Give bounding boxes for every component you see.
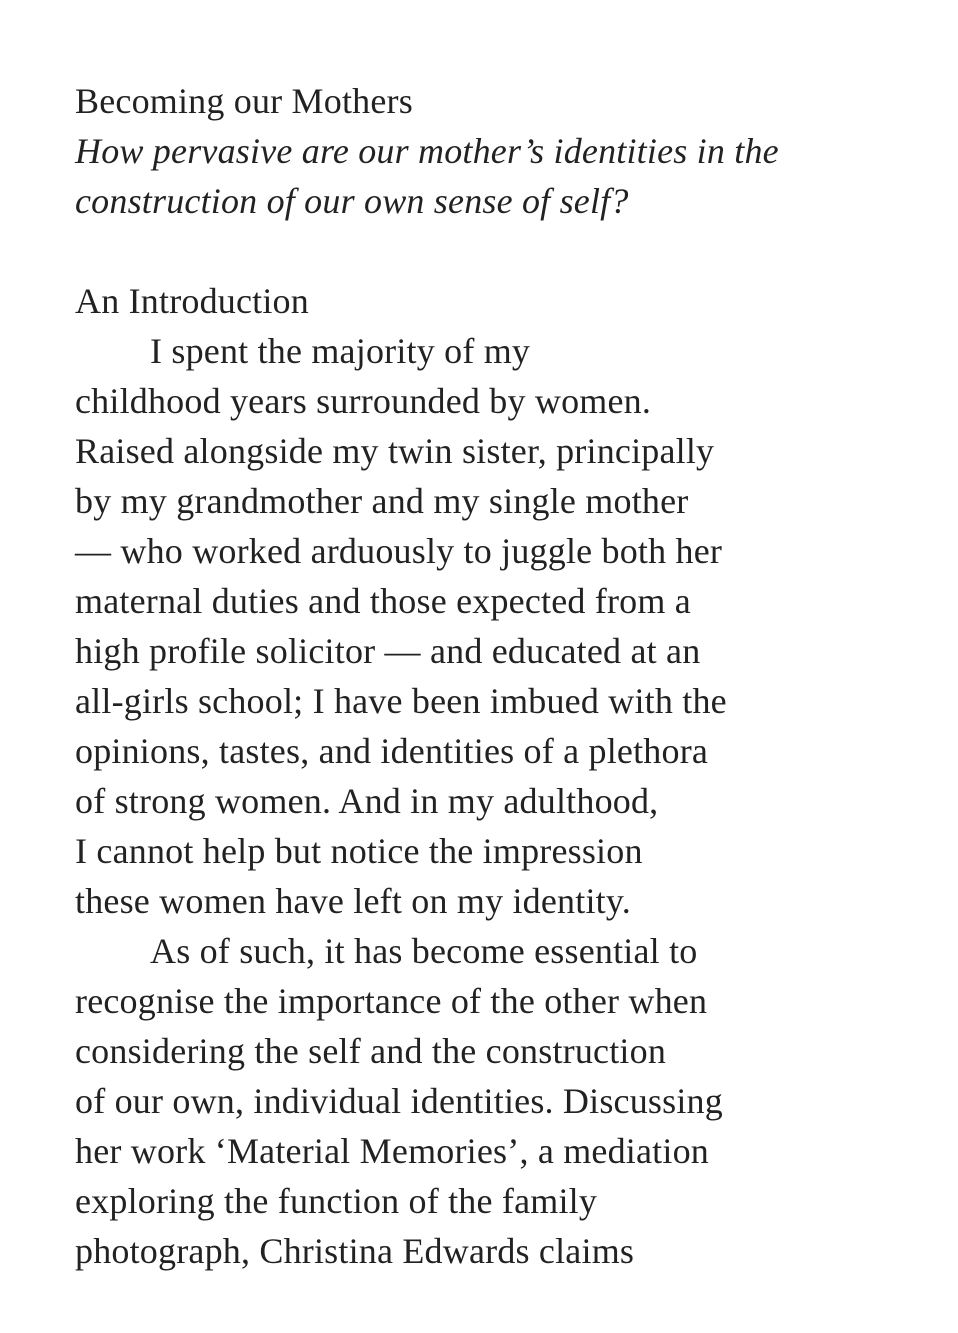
paragraph-line: childhood years surrounded by women. (75, 381, 652, 421)
document-page (75, 76, 895, 1276)
paragraph-1 (75, 326, 895, 926)
paragraph-line: photograph, Christina Edwards claims (75, 1231, 635, 1271)
subtitle-line: construction of our own sense of self? (75, 181, 629, 221)
paragraph-line: exploring the function of the family (75, 1181, 598, 1221)
paragraph-2 (75, 926, 895, 1276)
subtitle-line: How pervasive are our mother’s identities in the (75, 131, 779, 171)
blank-line (75, 226, 895, 276)
paragraph-line: all-girls school; I have been imbued with the (75, 681, 727, 721)
paragraph-line: As of such, it has become essential to (150, 931, 698, 971)
paragraph-line: recognise the importance of the other when (75, 981, 708, 1021)
paragraph-line: these women have left on my identity. (75, 881, 631, 921)
paragraph-line: I spent the majority of my (150, 331, 531, 371)
paragraph-line: considering the self and the construction (75, 1031, 667, 1071)
document-title: Becoming our Mothers (75, 81, 413, 121)
paragraph-line: — who worked arduously to juggle both her (75, 531, 723, 571)
paragraph-line: of strong women. And in my adulthood, (75, 781, 659, 821)
paragraph-line: by my grandmother and my single mother (75, 481, 689, 521)
paragraph-line: I cannot help but notice the impression (75, 831, 643, 871)
paragraph-line: of our own, individual identities. Discussing (75, 1081, 723, 1121)
paragraph-line: opinions, tastes, and identities of a plethora (75, 731, 709, 771)
paragraph-line: her work ‘Material Memories’, a mediation (75, 1131, 709, 1171)
paragraph-line: high profile solicitor — and educated at an (75, 631, 701, 671)
paragraph-line: Raised alongside my twin sister, principally (75, 431, 715, 471)
section-heading: An Introduction (75, 281, 309, 321)
paragraph-line: maternal duties and those expected from a (75, 581, 691, 621)
